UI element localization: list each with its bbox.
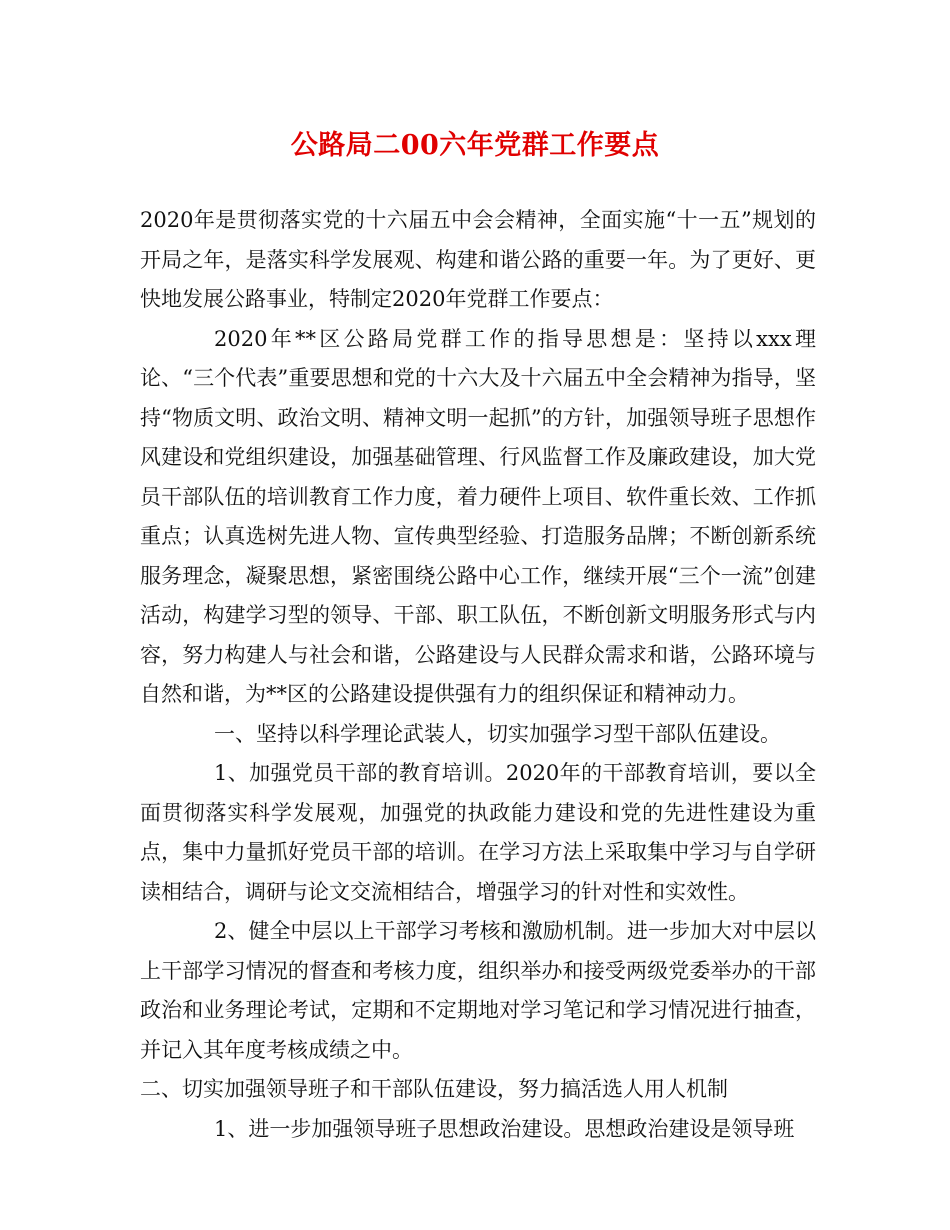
- intro-paragraph: 2020年是贯彻落实党的十六届五中会会精神，全面实施“十一五”规划的开局之年，是落实科学发展观、构建和谐公路的重要一年。为了更好、更快地发展公路事业，特制定2020年党群工作要点：: [140, 208, 816, 311]
- section-2-item-1: 1、进一步加强领导班子思想政治建设。思想政治建设是领导班: [214, 1116, 795, 1141]
- section-heading-1: 一、坚持以科学理论武装人，切实加强学习型干部队伍建设。: [214, 721, 781, 746]
- guiding-thought-paragraph: 2020年**区公路局党群工作的指导思想是：坚持以xxx理论、“三个代表”重要思想和党的十六大及十六届五中全会精神为指导，坚持“物质文明、政治文明、精神文明一起抓”的方针，加强领导班子思想作风建设和党组织建设，加强基础管理、行风监督工作及廉政建设，加大党员干部队伍的培训教育工作力度，着力硬件上项目、软件重长效、工作抓重点；认真选树先进人物、宣传典型经验、打造服务品牌；不断创新系统服务理念，凝聚思想，紧密围绕公路中心工作，继续开展“三个一流”创建活动，构建学习型的领导、干部、职工队伍，不断创新文明服务形式与内容，努力构建人与社会和谐，公路建设与人民群众需求和谐，公路环境与自然和谐，为**区的公路建设提供强有力的组织保证和精神动力。: [140, 326, 816, 706]
- section-heading-2: 二、切实加强领导班子和干部队伍建设，努力搞活选人用人机制: [140, 1077, 728, 1101]
- section-1-item-1: 1、加强党员干部的教育培训。2020年的干部教育培训，要以全面贯彻落实科学发展观，加强党的执政能力建设和党的先进性建设为重点，集中力量抓好党员干部的培训。在学习方法上采取集中学习与自学研读相结合，调研与论文交流相结合，增强学习的针对性和实效性。: [140, 761, 816, 904]
- document-body: [140, 201, 816, 1149]
- document-title: 公路局二00六年党群工作要点: [290, 130, 660, 161]
- section-1-item-2: 2、健全中层以上干部学习考核和激励机制。进一步加大对中层以上干部学习情况的督查和考核力度，组织举办和接受两级党委举办的干部政治和业务理论考试，定期和不定期地对学习笔记和学习情况进行抽查，并记入其年度考核成绩之中。: [140, 919, 816, 1062]
